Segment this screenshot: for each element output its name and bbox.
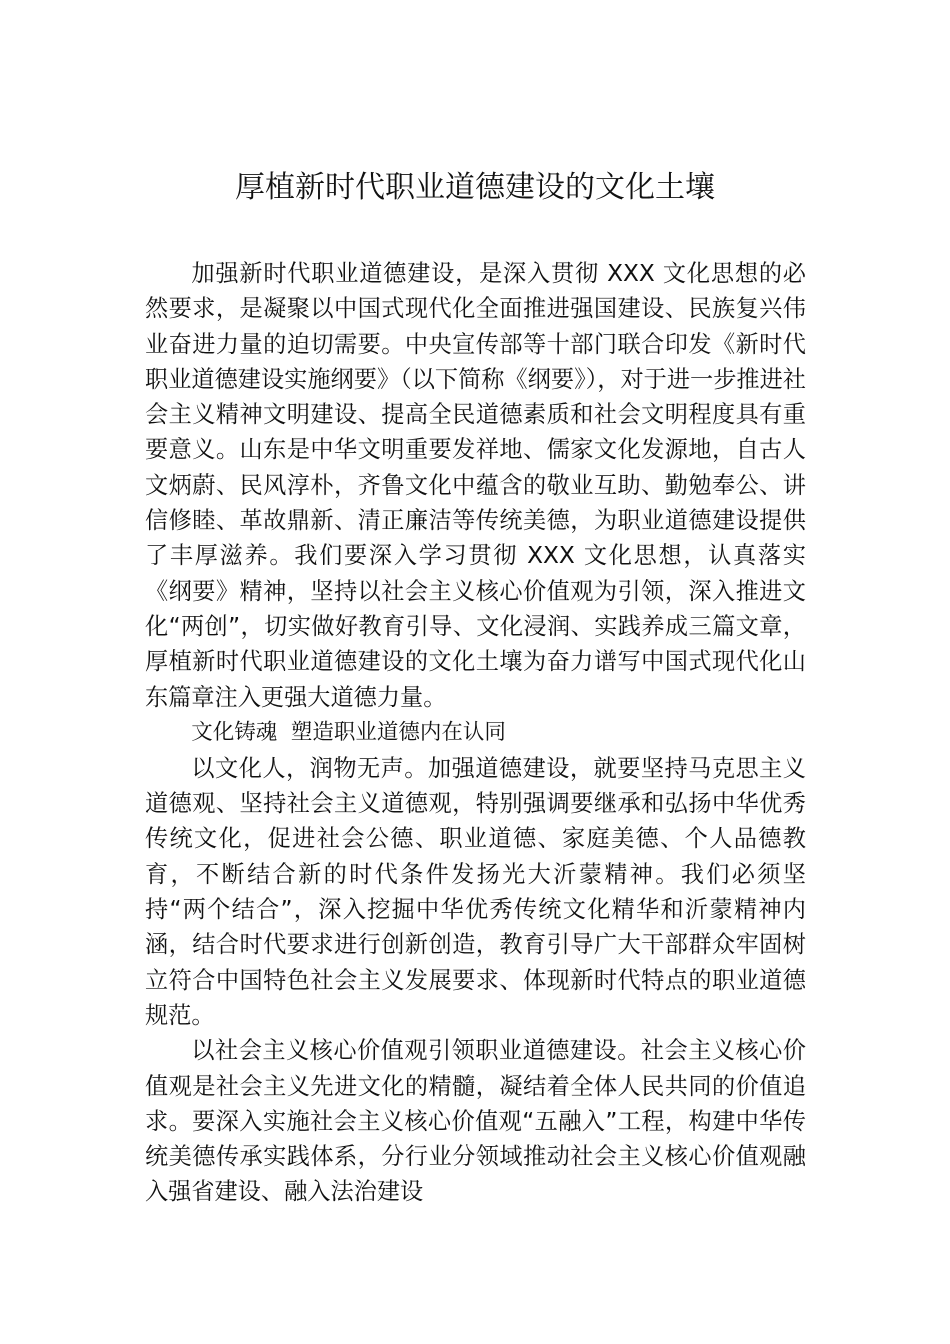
paragraph-culture: 以文化人，润物无声。加强道德建设，就要坚持马克思主义道德观、坚持社会主义道德观，特别强调要继承和弘扬中华优秀传统文化，促进社会公德、职业道德、家庭美德、个人品德教育，不断结合新的时代条件发扬光大沂蒙精神。我们必须坚持“两个结合”，深入挖掘中华优秀传统文化精华和沂蒙精神内涵，结合时代要求进行创新创造，教育引导广大干部群众牢固树立符合中国特色社会主义发展要求、体现新时代特点的职业道德规范。	[145, 754, 806, 1029]
section-heading: 文化铸魂 塑造职业道德内在认同	[191, 719, 506, 745]
paragraph-core-values: 以社会主义核心价值观引领职业道德建设。社会主义核心价值观是社会主义先进文化的精髓，凝结着全体人民共同的价值追求。要深入实施社会主义核心价值观“五融入”工程，构建中华传统美德传承实践体系，分行业分领域推动社会主义核心价值观融入强省建设、融入法治建设	[145, 1037, 806, 1206]
paragraph-intro: 加强新时代职业道德建设，是深入贯彻 XXX 文化思想的必然要求，是凝聚以中国式现代化全面推进强国建设、民族复兴伟业奋进力量的迫切需要。中央宣传部等十部门联合印发《新时代职业道德建设实施纲要》（以下简称《纲要》），对于进一步推进社会主义精神文明建设、提高全民道德素质和社会文明程度具有重要意义。山东是中华文明重要发祥地、儒家文化发源地，自古人文炳蔚、民风淳朴，齐鲁文化中蕴含的敬业互助、勤勉奉公、讲信修睦、革故鼎新、清正廉洁等传统美德，为职业道德建设提供了丰厚滋养。我们要深入学习贯彻 XXX 文化思想，认真落实《纲要》精神，坚持以社会主义核心价值观为引领，深入推进文化“两创”，切实做好教育引导、文化浸润、实践养成三篇文章，厚植新时代职业道德建设的文化土壤为奋力谱写中国式现代化山东篇章注入更强大道德力量。	[145, 260, 806, 711]
document-title: 厚植新时代职业道德建设的文化土壤	[235, 170, 715, 205]
document-body	[145, 256, 806, 1210]
